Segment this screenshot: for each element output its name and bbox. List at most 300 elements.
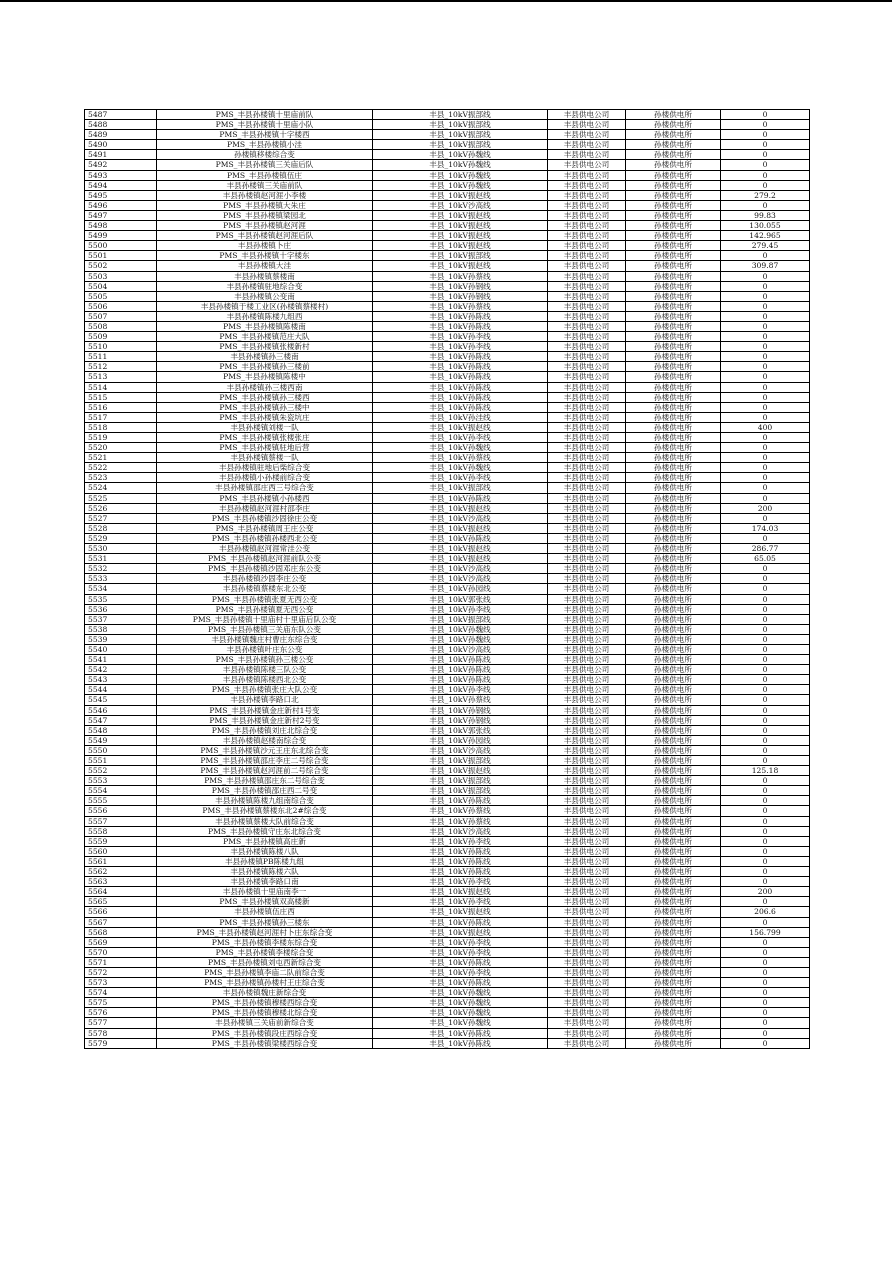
value-cell: 0 xyxy=(721,786,810,796)
value-cell: 0 xyxy=(721,402,810,412)
value-cell: 0 xyxy=(721,180,810,190)
station-name-cell: PMS_丰县孙楼镇赵河涯村卜庄东综合变 xyxy=(157,927,373,937)
office-cell: 孙楼供电所 xyxy=(626,907,721,917)
row-number-cell: 5516 xyxy=(85,402,157,412)
line-name-cell: 丰县_10kV孙陈线 xyxy=(373,856,548,866)
line-name-cell: 丰县_10kV沙高线 xyxy=(373,745,548,755)
table-row xyxy=(85,907,810,917)
station-name-cell: 丰县孙楼镇赵楼南综合变 xyxy=(157,735,373,745)
line-name-cell: 丰县_10kV郭张线 xyxy=(373,725,548,735)
station-name-cell: PMS_丰县孙楼镇范庄大队 xyxy=(157,332,373,342)
row-number-cell: 5506 xyxy=(85,301,157,311)
table-row xyxy=(85,321,810,331)
company-cell: 丰县供电公司 xyxy=(548,796,626,806)
company-cell: 丰县供电公司 xyxy=(548,655,626,665)
office-cell: 孙楼供电所 xyxy=(626,281,721,291)
value-cell: 0 xyxy=(721,1018,810,1028)
station-name-cell: PMS_丰县孙楼镇段庄西综合变 xyxy=(157,1028,373,1038)
line-name-cell: 丰县_10kV孙李线 xyxy=(373,937,548,947)
station-name-cell: 丰县孙楼镇公变南 xyxy=(157,291,373,301)
value-cell: 0 xyxy=(721,957,810,967)
company-cell: 丰县供电公司 xyxy=(548,110,626,120)
table-row xyxy=(85,745,810,755)
station-name-cell: PMS_丰县孙楼镇金庄新村2号变 xyxy=(157,715,373,725)
row-number-cell: 5554 xyxy=(85,786,157,796)
value-cell: 0 xyxy=(721,1028,810,1038)
office-cell: 孙楼供电所 xyxy=(626,745,721,755)
row-number-cell: 5505 xyxy=(85,291,157,301)
value-cell: 0 xyxy=(721,453,810,463)
page-top-rule xyxy=(0,0,892,2)
table-row xyxy=(85,806,810,816)
row-number-cell: 5500 xyxy=(85,241,157,251)
company-cell: 丰县供电公司 xyxy=(548,574,626,584)
company-cell: 丰县供电公司 xyxy=(548,483,626,493)
row-number-cell: 5512 xyxy=(85,362,157,372)
table-row xyxy=(85,231,810,241)
line-name-cell: 丰县_10kV振部线 xyxy=(373,756,548,766)
table-row xyxy=(85,1038,810,1048)
row-number-cell: 5490 xyxy=(85,140,157,150)
row-number-cell: 5534 xyxy=(85,584,157,594)
line-name-cell: 丰县_10kV孙蔡线 xyxy=(373,806,548,816)
company-cell: 丰县供电公司 xyxy=(548,786,626,796)
office-cell: 孙楼供电所 xyxy=(626,574,721,584)
value-cell: 286.77 xyxy=(721,544,810,554)
company-cell: 丰县供电公司 xyxy=(548,604,626,614)
row-number-cell: 5532 xyxy=(85,564,157,574)
line-name-cell: 丰县_10kV孙钢线 xyxy=(373,705,548,715)
station-name-cell: PMS_丰县孙楼镇李楼综合变 xyxy=(157,947,373,957)
row-number-cell: 5527 xyxy=(85,513,157,523)
station-name-cell: 丰县孙楼镇PB陈楼九组 xyxy=(157,856,373,866)
row-number-cell: 5572 xyxy=(85,967,157,977)
office-cell: 孙楼供电所 xyxy=(626,382,721,392)
line-name-cell: 丰县_10kV振部线 xyxy=(373,251,548,261)
company-cell: 丰县供电公司 xyxy=(548,281,626,291)
table-row xyxy=(85,362,810,372)
table-row xyxy=(85,786,810,796)
station-name-cell: 丰县孙楼镇赵河涯村邵李庄 xyxy=(157,503,373,513)
office-cell: 孙楼供电所 xyxy=(626,453,721,463)
company-cell: 丰县供电公司 xyxy=(548,947,626,957)
office-cell: 孙楼供电所 xyxy=(626,998,721,1008)
table-row xyxy=(85,311,810,321)
value-cell: 0 xyxy=(721,584,810,594)
row-number-cell: 5566 xyxy=(85,907,157,917)
office-cell: 孙楼供电所 xyxy=(626,634,721,644)
value-cell: 0 xyxy=(721,372,810,382)
company-cell: 丰县供电公司 xyxy=(548,513,626,523)
value-cell: 0 xyxy=(721,130,810,140)
value-cell: 0 xyxy=(721,634,810,644)
table-row xyxy=(85,281,810,291)
company-cell: 丰县供电公司 xyxy=(548,826,626,836)
company-cell: 丰县供电公司 xyxy=(548,665,626,675)
value-cell: 125.18 xyxy=(721,766,810,776)
station-name-cell: 丰县孙楼镇驻地综合变 xyxy=(157,281,373,291)
company-cell: 丰县供电公司 xyxy=(548,998,626,1008)
line-name-cell: 丰县_10kV振部线 xyxy=(373,776,548,786)
office-cell: 孙楼供电所 xyxy=(626,947,721,957)
row-number-cell: 5557 xyxy=(85,816,157,826)
office-cell: 孙楼供电所 xyxy=(626,695,721,705)
station-name-cell: PMS_丰县孙楼镇金庄新村1号变 xyxy=(157,705,373,715)
table-row xyxy=(85,917,810,927)
company-cell: 丰县供电公司 xyxy=(548,221,626,231)
row-number-cell: 5545 xyxy=(85,695,157,705)
company-cell: 丰县供电公司 xyxy=(548,685,626,695)
office-cell: 孙楼供电所 xyxy=(626,523,721,533)
value-cell: 0 xyxy=(721,271,810,281)
company-cell: 丰县供电公司 xyxy=(548,846,626,856)
station-name-cell: 丰县孙楼镇陈楼九组南综合变 xyxy=(157,796,373,806)
station-name-cell: 丰县孙楼镇卜庄 xyxy=(157,241,373,251)
value-cell: 0 xyxy=(721,937,810,947)
value-cell: 0 xyxy=(721,493,810,503)
office-cell: 孙楼供电所 xyxy=(626,867,721,877)
row-number-cell: 5542 xyxy=(85,665,157,675)
company-cell: 丰县供电公司 xyxy=(548,533,626,543)
row-number-cell: 5568 xyxy=(85,927,157,937)
station-name-cell: PMS_丰县孙楼镇双高楼新 xyxy=(157,897,373,907)
office-cell: 孙楼供电所 xyxy=(626,433,721,443)
value-cell: 0 xyxy=(721,826,810,836)
row-number-cell: 5524 xyxy=(85,483,157,493)
station-name-cell: 丰县孙楼镇三关庙前新综合变 xyxy=(157,1018,373,1028)
company-cell: 丰县供电公司 xyxy=(548,1018,626,1028)
table-row xyxy=(85,150,810,160)
station-name-cell: PMS_丰县孙楼镇穆楼北综合变 xyxy=(157,1008,373,1018)
company-cell: 丰县供电公司 xyxy=(548,877,626,887)
value-cell: 400 xyxy=(721,422,810,432)
table-row xyxy=(85,735,810,745)
station-name-cell: PMS_丰县孙楼镇蔡楼东北2#综合变 xyxy=(157,806,373,816)
company-cell: 丰县供电公司 xyxy=(548,564,626,574)
office-cell: 孙楼供电所 xyxy=(626,1028,721,1038)
table-row xyxy=(85,392,810,402)
station-name-cell: 丰县孙楼镇蔡楼南 xyxy=(157,271,373,281)
line-name-cell: 丰县_10kV孙魏线 xyxy=(373,170,548,180)
table-row xyxy=(85,533,810,543)
company-cell: 丰县供电公司 xyxy=(548,776,626,786)
line-name-cell: 丰县_10kV孙魏线 xyxy=(373,624,548,634)
table-row xyxy=(85,887,810,897)
table-row xyxy=(85,614,810,624)
table-row xyxy=(85,463,810,473)
table-row xyxy=(85,433,810,443)
office-cell: 孙楼供电所 xyxy=(626,261,721,271)
row-number-cell: 5559 xyxy=(85,836,157,846)
office-cell: 孙楼供电所 xyxy=(626,130,721,140)
table-row xyxy=(85,856,810,866)
row-number-cell: 5579 xyxy=(85,1038,157,1048)
line-name-cell: 丰县_10kV孙李线 xyxy=(373,967,548,977)
station-name-cell: 丰县孙楼镇十里庙南李一 xyxy=(157,887,373,897)
office-cell: 孙楼供电所 xyxy=(626,241,721,251)
office-cell: 孙楼供电所 xyxy=(626,180,721,190)
office-cell: 孙楼供电所 xyxy=(626,251,721,261)
company-cell: 丰县供电公司 xyxy=(548,422,626,432)
table-row xyxy=(85,665,810,675)
value-cell: 0 xyxy=(721,483,810,493)
office-cell: 孙楼供电所 xyxy=(626,120,721,130)
company-cell: 丰县供电公司 xyxy=(548,362,626,372)
row-number-cell: 5567 xyxy=(85,917,157,927)
company-cell: 丰县供电公司 xyxy=(548,887,626,897)
office-cell: 孙楼供电所 xyxy=(626,735,721,745)
table-row xyxy=(85,826,810,836)
row-number-cell: 5531 xyxy=(85,554,157,564)
line-name-cell: 丰县_10kV孙李线 xyxy=(373,836,548,846)
table-row xyxy=(85,544,810,554)
table-row xyxy=(85,1028,810,1038)
line-name-cell: 丰县_10kV振部线 xyxy=(373,140,548,150)
office-cell: 孙楼供电所 xyxy=(626,665,721,675)
line-name-cell: 丰县_10kV孙蔡线 xyxy=(373,301,548,311)
company-cell: 丰县供电公司 xyxy=(548,190,626,200)
line-name-cell: 丰县_10kV孙李线 xyxy=(373,433,548,443)
company-cell: 丰县供电公司 xyxy=(548,523,626,533)
table-row xyxy=(85,180,810,190)
office-cell: 孙楼供电所 xyxy=(626,231,721,241)
row-number-cell: 5529 xyxy=(85,533,157,543)
office-cell: 孙楼供电所 xyxy=(626,352,721,362)
station-name-cell: PMS_丰县孙楼镇三关庙后队 xyxy=(157,160,373,170)
line-name-cell: 丰县_10kV孙蔡线 xyxy=(373,453,548,463)
station-name-cell: PMS_丰县孙楼镇朱瓷坑庄 xyxy=(157,412,373,422)
value-cell: 0 xyxy=(721,756,810,766)
station-name-cell: PMS_丰县孙楼镇十字楼东 xyxy=(157,251,373,261)
row-number-cell: 5570 xyxy=(85,947,157,957)
office-cell: 孙楼供电所 xyxy=(626,806,721,816)
company-cell: 丰县供电公司 xyxy=(548,988,626,998)
office-cell: 孙楼供电所 xyxy=(626,675,721,685)
line-name-cell: 丰县_10kV孙陈线 xyxy=(373,846,548,856)
value-cell: 0 xyxy=(721,352,810,362)
office-cell: 孙楼供电所 xyxy=(626,715,721,725)
table-row xyxy=(85,160,810,170)
table-row xyxy=(85,796,810,806)
value-cell: 0 xyxy=(721,120,810,130)
value-cell: 279.2 xyxy=(721,190,810,200)
company-cell: 丰县供电公司 xyxy=(548,463,626,473)
table-row xyxy=(85,897,810,907)
company-cell: 丰县供电公司 xyxy=(548,170,626,180)
row-number-cell: 5526 xyxy=(85,503,157,513)
row-number-cell: 5499 xyxy=(85,231,157,241)
table-row xyxy=(85,110,810,120)
row-number-cell: 5514 xyxy=(85,382,157,392)
row-number-cell: 5578 xyxy=(85,1028,157,1038)
row-number-cell: 5551 xyxy=(85,756,157,766)
office-cell: 孙楼供电所 xyxy=(626,463,721,473)
value-cell: 142.965 xyxy=(721,231,810,241)
office-cell: 孙楼供电所 xyxy=(626,604,721,614)
line-name-cell: 丰县_10kV孙钢线 xyxy=(373,715,548,725)
office-cell: 孙楼供电所 xyxy=(626,917,721,927)
line-name-cell: 丰县_10kV振赵线 xyxy=(373,503,548,513)
line-name-cell: 丰县_10kV孙陈线 xyxy=(373,402,548,412)
office-cell: 孙楼供电所 xyxy=(626,897,721,907)
station-name-cell: PMS_丰县孙楼镇邵庄东二号综合变 xyxy=(157,776,373,786)
station-name-cell: PMS_丰县孙楼镇梁楼西综合变 xyxy=(157,1038,373,1048)
value-cell: 200 xyxy=(721,887,810,897)
line-name-cell: 丰县_10kV孙陈线 xyxy=(373,1038,548,1048)
company-cell: 丰县供电公司 xyxy=(548,271,626,281)
table-row xyxy=(85,564,810,574)
table-row xyxy=(85,241,810,251)
company-cell: 丰县供电公司 xyxy=(548,382,626,392)
row-number-cell: 5544 xyxy=(85,685,157,695)
office-cell: 孙楼供电所 xyxy=(626,756,721,766)
line-name-cell: 丰县_10kV振赵线 xyxy=(373,241,548,251)
station-name-cell: 丰县孙楼镇驻地后柴综合变 xyxy=(157,463,373,473)
row-number-cell: 5510 xyxy=(85,342,157,352)
row-number-cell: 5563 xyxy=(85,877,157,887)
value-cell: 0 xyxy=(721,311,810,321)
row-number-cell: 5546 xyxy=(85,705,157,715)
line-name-cell: 丰县_10kV孙钢线 xyxy=(373,281,548,291)
company-cell: 丰县供电公司 xyxy=(548,1038,626,1048)
row-number-cell: 5560 xyxy=(85,846,157,856)
row-number-cell: 5525 xyxy=(85,493,157,503)
company-cell: 丰县供电公司 xyxy=(548,957,626,967)
station-name-cell: 丰县孙楼镇魏庄新综合变 xyxy=(157,988,373,998)
station-name-cell: PMS_丰县孙楼镇陈楼中 xyxy=(157,372,373,382)
row-number-cell: 5562 xyxy=(85,867,157,877)
station-name-cell: 丰县孙楼镇魏庄村曹庄东综合变 xyxy=(157,634,373,644)
station-name-cell: PMS_丰县孙楼镇张夏无西公变 xyxy=(157,594,373,604)
line-name-cell: 丰县_10kV沙高线 xyxy=(373,644,548,654)
value-cell: 0 xyxy=(721,816,810,826)
line-name-cell: 丰县_10kV孙陈线 xyxy=(373,665,548,675)
table-row xyxy=(85,261,810,271)
table-row xyxy=(85,190,810,200)
table-row xyxy=(85,947,810,957)
value-cell: 0 xyxy=(721,705,810,715)
company-cell: 丰县供电公司 xyxy=(548,675,626,685)
value-cell: 0 xyxy=(721,867,810,877)
station-name-cell: 丰县孙楼镇伍庄西 xyxy=(157,907,373,917)
company-cell: 丰县供电公司 xyxy=(548,544,626,554)
office-cell: 孙楼供电所 xyxy=(626,150,721,160)
value-cell: 174.03 xyxy=(721,523,810,533)
company-cell: 丰县供电公司 xyxy=(548,140,626,150)
value-cell: 309.87 xyxy=(721,261,810,271)
row-number-cell: 5555 xyxy=(85,796,157,806)
station-name-cell: PMS_丰县孙楼镇赵河涯 xyxy=(157,221,373,231)
office-cell: 孙楼供电所 xyxy=(626,190,721,200)
value-cell: 130.055 xyxy=(721,221,810,231)
company-cell: 丰县供电公司 xyxy=(548,433,626,443)
company-cell: 丰县供电公司 xyxy=(548,745,626,755)
station-name-cell: PMS_丰县孙楼镇邵庄李庄二号综合变 xyxy=(157,756,373,766)
value-cell: 0 xyxy=(721,685,810,695)
value-cell: 200 xyxy=(721,503,810,513)
station-name-cell: PMS_丰县孙楼镇李庙二队前综合变 xyxy=(157,967,373,977)
table-row xyxy=(85,210,810,220)
company-cell: 丰县供电公司 xyxy=(548,695,626,705)
table-body xyxy=(85,110,810,1049)
company-cell: 丰县供电公司 xyxy=(548,705,626,715)
value-cell: 0 xyxy=(721,433,810,443)
company-cell: 丰县供电公司 xyxy=(548,725,626,735)
value-cell: 0 xyxy=(721,321,810,331)
line-name-cell: 丰县_10kV沙高线 xyxy=(373,826,548,836)
station-name-cell: PMS_丰县孙楼镇张庄大队公变 xyxy=(157,685,373,695)
office-cell: 孙楼供电所 xyxy=(626,311,721,321)
value-cell: 0 xyxy=(721,725,810,735)
office-cell: 孙楼供电所 xyxy=(626,594,721,604)
company-cell: 丰县供电公司 xyxy=(548,1028,626,1038)
station-name-cell: PMS_丰县孙楼镇驻地后营 xyxy=(157,443,373,453)
line-name-cell: 丰县_10kV孙园线 xyxy=(373,584,548,594)
table-row xyxy=(85,867,810,877)
line-name-cell: 丰县_10kV孙李线 xyxy=(373,685,548,695)
station-name-cell: PMS_丰县孙楼镇三关庙东队公变 xyxy=(157,624,373,634)
value-cell: 0 xyxy=(721,200,810,210)
table-row xyxy=(85,836,810,846)
table-row xyxy=(85,634,810,644)
office-cell: 孙楼供电所 xyxy=(626,1008,721,1018)
company-cell: 丰县供电公司 xyxy=(548,735,626,745)
value-cell: 0 xyxy=(721,1038,810,1048)
table-row xyxy=(85,170,810,180)
line-name-cell: 丰县_10kV沙高线 xyxy=(373,564,548,574)
office-cell: 孙楼供电所 xyxy=(626,725,721,735)
table-row xyxy=(85,251,810,261)
station-name-cell: 丰县孙楼镇沙固李庄公变 xyxy=(157,574,373,584)
table-row xyxy=(85,140,810,150)
table-row xyxy=(85,846,810,856)
table-row xyxy=(85,705,810,715)
line-name-cell: 丰县_10kV孙陈线 xyxy=(373,867,548,877)
line-name-cell: 丰县_10kV孙李线 xyxy=(373,947,548,957)
office-cell: 孙楼供电所 xyxy=(626,927,721,937)
line-name-cell: 丰县_10kV孙陈线 xyxy=(373,392,548,402)
line-name-cell: 丰县_10kV孙陈线 xyxy=(373,311,548,321)
table-row xyxy=(85,715,810,725)
table-row xyxy=(85,624,810,634)
line-name-cell: 丰县_10kV孙陈线 xyxy=(373,957,548,967)
row-number-cell: 5491 xyxy=(85,150,157,160)
station-name-cell: PMS_丰县孙楼镇张楼张庄 xyxy=(157,433,373,443)
office-cell: 孙楼供电所 xyxy=(626,685,721,695)
office-cell: 孙楼供电所 xyxy=(626,796,721,806)
value-cell: 0 xyxy=(721,988,810,998)
company-cell: 丰县供电公司 xyxy=(548,150,626,160)
company-cell: 丰县供电公司 xyxy=(548,311,626,321)
company-cell: 丰县供电公司 xyxy=(548,392,626,402)
station-name-cell: PMS_丰县孙楼镇伍庄 xyxy=(157,170,373,180)
office-cell: 孙楼供电所 xyxy=(626,584,721,594)
office-cell: 孙楼供电所 xyxy=(626,422,721,432)
station-name-cell: 丰县孙楼镇蔡楼大队前综合变 xyxy=(157,816,373,826)
office-cell: 孙楼供电所 xyxy=(626,544,721,554)
company-cell: 丰县供电公司 xyxy=(548,291,626,301)
value-cell: 0 xyxy=(721,110,810,120)
line-name-cell: 丰县_10kV孙蔡线 xyxy=(373,695,548,705)
table-row xyxy=(85,655,810,665)
data-table xyxy=(84,109,810,1049)
table-row xyxy=(85,877,810,887)
company-cell: 丰县供电公司 xyxy=(548,402,626,412)
line-name-cell: 丰县_10kV孙蔡线 xyxy=(373,271,548,281)
value-cell: 0 xyxy=(721,594,810,604)
row-number-cell: 5513 xyxy=(85,372,157,382)
office-cell: 孙楼供电所 xyxy=(626,937,721,947)
